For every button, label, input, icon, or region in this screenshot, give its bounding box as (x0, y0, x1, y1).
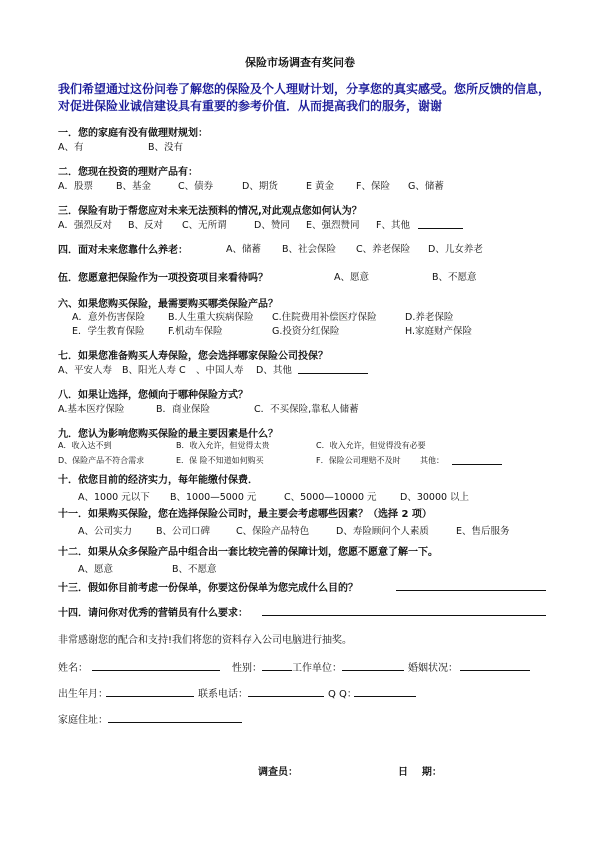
option[interactable]: D.养老保险 (405, 312, 454, 323)
option[interactable]: C、无所谓 (182, 220, 227, 231)
question-4: 四．面对未来您靠什么养老： (58, 245, 188, 256)
work-field[interactable] (342, 659, 404, 671)
option[interactable]: B．商业保险 (156, 404, 211, 415)
page-title: 保险市场调查有奖问卷 (245, 56, 355, 69)
gender-label: 性别： (232, 663, 262, 674)
birth-label: 出生年月： (58, 689, 108, 700)
option[interactable]: A、1000 元以下 (78, 492, 150, 503)
option[interactable]: E、强烈赞同 (306, 220, 360, 231)
option[interactable]: B.人生重大疾病保险 (168, 312, 254, 323)
question-10: 十．依您目前的经济实力，每年能缴付保费． (58, 475, 258, 486)
option[interactable]: A．意外伤害保险 (72, 312, 145, 323)
option[interactable]: B、不愿意 (172, 564, 217, 575)
phone-field[interactable] (248, 685, 324, 697)
question-5: 伍．您愿意把保险作为一项投资项目来看待吗？ (58, 273, 268, 284)
option[interactable]: B、不愿意 (432, 272, 477, 283)
option[interactable]: C、债券 (178, 181, 214, 192)
question-7: 七．如果您准备购买人寿保险，您会选择哪家保险公司投保？ (58, 351, 328, 362)
option[interactable]: E．学生教育保险 (72, 326, 145, 337)
option[interactable]: G.投资分红保险 (272, 326, 340, 337)
option[interactable]: C．收入允许，但觉得没有必要 (316, 441, 426, 450)
fill-line[interactable] (452, 453, 502, 465)
option[interactable]: A、平安人寿 (58, 365, 112, 376)
address-field[interactable] (108, 711, 242, 723)
option[interactable]: A．股票 (58, 181, 93, 192)
option[interactable]: C、保险产品特色 (236, 526, 310, 537)
option[interactable]: C、5000—10000 元 (284, 492, 377, 503)
question-9: 九．您认为影响您购买保险的最主要因素是什么？ (58, 429, 278, 440)
option[interactable]: E．保 险不知道如何购买 (176, 456, 264, 465)
option[interactable]: F.机动车保险 (168, 326, 223, 337)
option[interactable]: A．强烈反对 (58, 220, 112, 231)
qq-field[interactable] (354, 685, 416, 697)
question-14: 十四．请问你对优秀的营销员有什么要求： (58, 608, 248, 619)
birth-field[interactable] (106, 685, 194, 697)
option[interactable]: C.住院费用补偿医疗保险 (272, 312, 377, 323)
option[interactable]: E 黄金 (306, 181, 335, 192)
option[interactable]: 、中国人寿 (196, 365, 244, 376)
name-label: 姓名： (58, 663, 88, 674)
option[interactable]: 其他： (420, 456, 444, 465)
intro-line-1: 我们希望通过这份问卷了解您的保险及个人理财计划，分享您的真实感受。您所反馈的信息， (58, 82, 551, 96)
question-2: 二．您现在投资的理财产品有： (58, 167, 198, 178)
option[interactable]: E、售后服务 (456, 526, 510, 537)
option[interactable]: F．保险公司理赔不及时 (316, 456, 401, 465)
qq-label: Q Q： (328, 689, 357, 700)
surveyor-label: 调查员： (258, 767, 298, 778)
option[interactable]: D、赞同 (254, 220, 290, 231)
option[interactable]: A、储蓄 (226, 244, 261, 255)
question-8: 八．如果让选择，您倾向于哪种保险方式？ (58, 390, 248, 401)
option[interactable]: D、其他 (256, 365, 292, 376)
answer-line[interactable] (396, 579, 546, 591)
option[interactable]: A、公司实力 (78, 526, 132, 537)
option[interactable]: A、愿意 (334, 272, 369, 283)
option[interactable]: B．收入允许，但觉得太贵 (176, 441, 270, 450)
option[interactable]: C．不买保险,靠私人储蓄 (254, 404, 359, 415)
option[interactable]: D、寿险顾问个人素质 (336, 526, 429, 537)
question-1: 一．您的家庭有没有做理财规划： (58, 128, 208, 139)
option[interactable]: C、养老保险 (356, 244, 411, 255)
option[interactable]: A．收入达不到 (58, 441, 112, 450)
phone-label: 联系电话： (198, 689, 248, 700)
intro-line-2: 对促进保险业诚信建设具有重要的参考价值．从而提高我们的服务，谢谢 (58, 99, 443, 113)
option[interactable]: D、30000 以上 (400, 492, 470, 503)
option[interactable]: A、愿意 (78, 564, 113, 575)
name-field[interactable] (92, 659, 220, 671)
question-6: 六、如果您购买保险，最需要购买哪类保险产品？ (58, 299, 278, 310)
option[interactable]: B、1000—5000 元 (170, 492, 257, 503)
question-12: 十二．如果从众多保险产品中组合出一套比较完善的保障计划，您愿不愿意了解一下。 (58, 547, 438, 558)
marriage-label: 婚姻状况： (408, 663, 458, 674)
work-label: 工作单位： (292, 663, 342, 674)
option[interactable]: D、期货 (242, 181, 278, 192)
option[interactable]: F、其他 (376, 220, 410, 231)
option[interactable]: F、保险 (356, 181, 390, 192)
option[interactable]: B、基金 (116, 181, 152, 192)
option[interactable]: A.基本医疗保险 (58, 404, 125, 415)
option[interactable]: H.家庭财产保险 (405, 326, 472, 337)
question-3: 三．保险有助于帮您应对未来无法预料的情况,对此观点您如何认为？ (58, 206, 362, 217)
fill-line[interactable] (298, 362, 368, 374)
thanks-text: 非常感谢您的配合和支持!我们将您的资料存入公司电脑进行抽奖。 (58, 635, 353, 646)
gender-field[interactable] (262, 659, 292, 671)
option[interactable]: B、反对 (128, 220, 164, 231)
option[interactable]: A、有 (58, 142, 84, 153)
option[interactable]: B、公司口碑 (156, 526, 211, 537)
option[interactable]: G、储蓄 (408, 181, 444, 192)
option[interactable]: D、儿女养老 (428, 244, 483, 255)
date-label: 日 期： (398, 767, 442, 778)
fill-line[interactable] (418, 217, 463, 229)
option[interactable]: D、保险产品不符合需求 (58, 456, 145, 465)
address-label: 家庭住址： (58, 715, 108, 726)
marriage-field[interactable] (460, 659, 530, 671)
option[interactable]: B、社会保险 (282, 244, 337, 255)
option[interactable]: B、阳光人寿 C (122, 365, 186, 376)
option[interactable]: B、没有 (148, 142, 184, 153)
answer-line[interactable] (262, 604, 546, 616)
question-11: 十一．如果购买保险，您在选择保险公司时，最主要会考虑哪些因素？（选择 2 项） (58, 509, 432, 520)
question-13: 十三．假如你目前考虑一份保单，你要这份保单为您完成什么目的？ (58, 583, 358, 594)
